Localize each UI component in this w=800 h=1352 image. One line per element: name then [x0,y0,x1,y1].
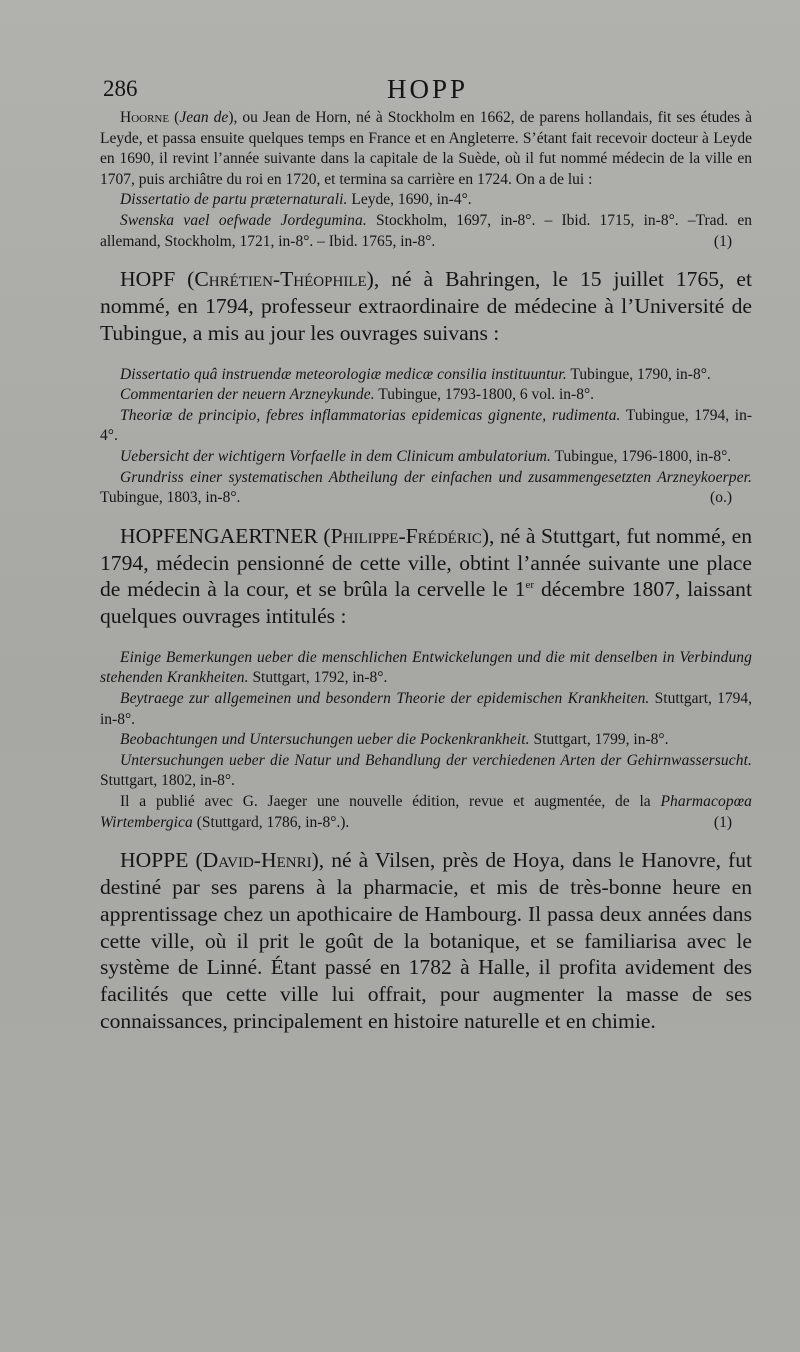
work-item: Theoriæ de principio, febres inflammatorias epidemicas gignente, rudimenta. Tubingue, 1794, in-4°. [100,406,752,445]
entry-hopf [100,266,752,509]
entry-hopfengaertner-name: HOPFENGAERTNER [120,523,318,548]
entry-hoppe-given: David-Henri [202,848,312,873]
work-item: Beobachtungen und Untersuchungen ueber die Pockenkrankheit. Stuttgart, 1799, in-8°. [120,731,669,749]
entry-hopfengaertner [100,523,752,834]
entry-hoorne-name: Hoorne [120,109,170,126]
work-item: Dissertatio quâ instruendæ meteorologiæ medicæ consilia instituuntur. Tubingue, 1790, in-8°. [120,365,711,383]
page-number: 286 [103,76,138,101]
work-item: Commentarien der neuern Arzneykunde. Tubingue, 1793-1800, 6 vol. in-8°. [120,386,595,404]
entry-note: Il a publié avec G. Jaeger une nouvelle édition, revue et augmentée, de la Pharmacopœa Wirtembergica (Stuttgard, 1786, in-8°.). (1) [100,792,752,833]
entry-hoppe-name: HOPPE [120,848,189,873]
entry-hopfengaertner-text: HOPFENGAERTNER (Philippe-Frédéric), né à Stuttgart, fut nommé, en 1794, médecin pensionné de cette ville, obtint l’année suivante une place de médecin à la cour, et se brûla la cervelle le 1er décembre 1807, laissant quelques ouvrages intitulés : [100,523,752,629]
entry-hoppe [100,847,752,1035]
entry-hopf-name: HOPF [120,267,176,292]
author-signature: (o.) [710,489,732,507]
work-item: Beytraege zur allgemeinen und besondern Theorie der epidemischen Krankheiten. Stuttgart, 1794, in-8°. [100,690,752,728]
entry-hoorne [100,108,752,252]
entry-hoppe-text: HOPPE (David-Henri), né à Vilsen, près de Hoya, dans le Hanovre, fut destiné par ses parens à la pharmacie, et mis de très-bonne heure en apprentissage chez un apothicaire de Hambourg. Il passa deux années dans cette ville, où il prit le goût de la botanique, et se familiarisa avec le système de Linné. Étant passé en 1782 à Halle, il profita avidement des facilités que cette ville lui offrait, pour augmenter la masse de ses connaissances, principalement en histoire naturelle et en chimie. [100,848,752,1034]
entry-hopf-text: HOPF (Chrétien-Théophile), né à Bahringen, le 15 juillet 1765, et nommé, en 1794, professeur extraordinaire de médecine à l’Université de Tubingue, a mis au jour les ouvrages suivans : [100,267,752,345]
work-item: Uebersicht der wichtigern Vorfaelle in dem Clinicum ambulatorium. Tubingue, 1796-1800, in-8°. [120,447,732,465]
entry-hoorne-text: Hoorne (Jean de), ou Jean de Horn, né à Stockholm en 1662, de parens hollandais, fit ses études à Leyde, et passa ensuite quelques temps en France et en Angleterre. S’étant fait recevoir docteur à Leyde en 1690, il revint l’année suivante dans la capitale de la Suède, où il fut nommé médecin de la ville en 1707, puis archiâtre du roi en 1720, et termina sa carrière en 1724. On a de lui : [100,109,753,188]
work-item: Grundriss einer systematischen Abtheilung der einfachen und zusammengesetzten Arzneykoerper. Tubingue, 1803, in-8°. (o.) [100,468,752,509]
running-head [100,74,752,108]
author-signature: (1) [713,813,732,831]
work-item: Untersuchungen ueber die Natur und Behandlung der verchiedenen Arten der Gehirnwassersucht. Stuttgart, 1802, in-8°. [100,751,752,790]
work-item: Swenska vael oefwade Jordegumina. Stockholm, 1697, in-8°. – Ibid. 1715, in-8°. –Trad. en allemand, Stockholm, 1721, in-8°. – Ibid. 1765, in-8°. (1) [100,211,752,252]
work-item: Einige Bemerkungen ueber die menschlichen Entwickelungen und die mit denselben in Verbindung stehenden Krankheiten. Stuttgart, 1792, in-8°. [100,648,752,687]
running-title: HOPP [387,74,469,104]
entry-hopfengaertner-given: Philippe-Frédéric [330,523,482,548]
page-content [100,74,752,1035]
work-item: Dissertatio de partu præternaturali. Leyde, 1690, in-4°. [120,191,472,209]
author-signature: (1) [713,232,732,250]
entry-hoorne-given: Jean de [179,109,229,126]
entry-hopf-given: Chrétien-Théophile [194,267,367,292]
